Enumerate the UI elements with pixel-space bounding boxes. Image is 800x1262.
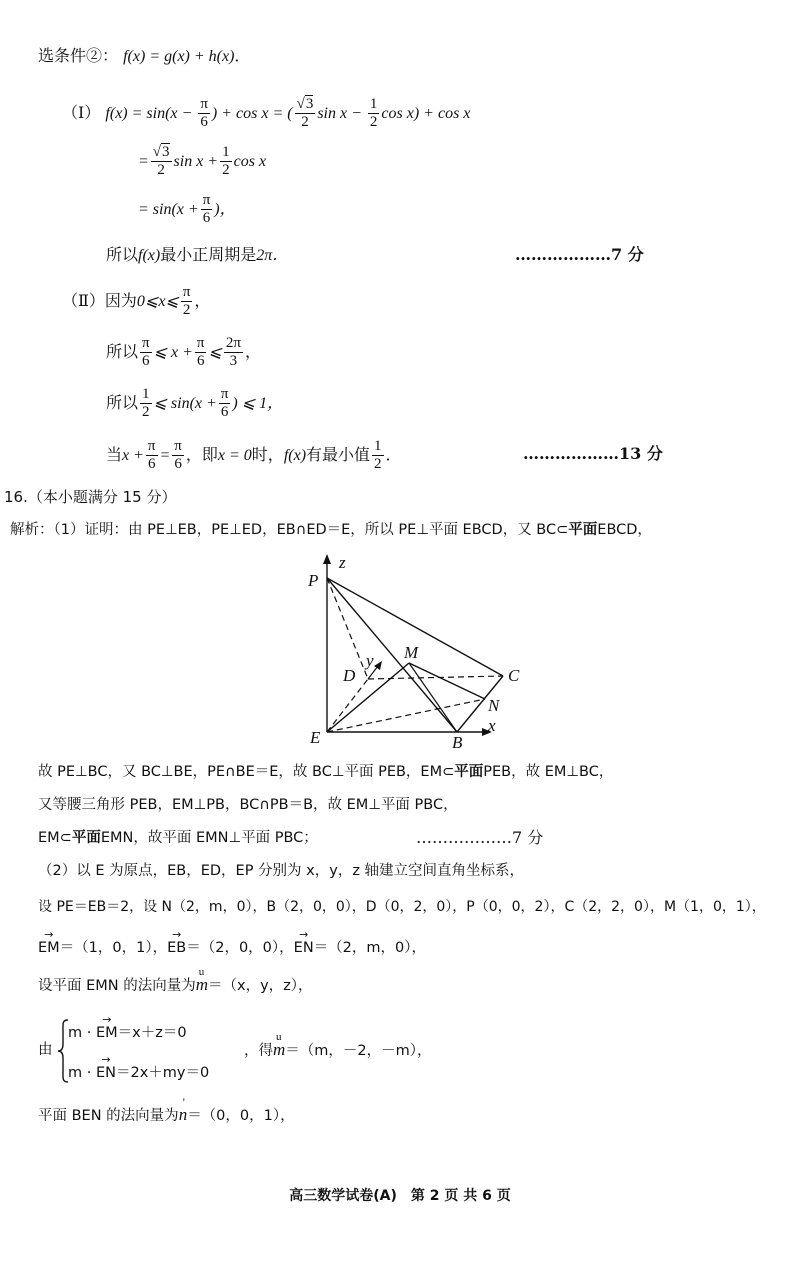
select-label: 选条件②： [38,46,119,65]
period-line: 所以f(x)最小正周期是2π． [106,245,289,264]
label-P: P [308,571,319,590]
vector-m: u m [196,975,208,995]
normal-vector-emn-line: 设平面 EMN 的法向量为u m＝（x，y，z）， [38,975,313,996]
normal-vector-ben-line: 平面 BEN 的法向量为' n＝（0，0，1）， [38,1105,295,1126]
score-7-part-i: ………………7 分 [515,245,644,264]
label-M: M [404,643,419,662]
part-ii-line-2: 所以 $\frac{\pi}{6}$ ⩽ x + $\frac{\pi}{6}$ ⩽ $\frac{2\pi}{3}$ ， [106,335,261,369]
select-formula: f(x) = g(x) + h(x) [123,48,235,65]
label-B: B [452,733,463,752]
q16-line-1: 解析：（1）证明：由 PE⊥EB，PE⊥ED，EB∩ED＝E，所以 PE⊥平面 EBCD，又 BC⊂平面EBCD， [10,522,652,538]
q16-line-4: EM⊂平面EMN，故平面 EMN⊥平面 PBC； [38,830,318,846]
q16-line-3: 又等腰三角形 PEB，EM⊥PB，BC∩PB＝B，故 EM⊥平面 PBC， [38,797,458,813]
fraction-sqrt3-over-2: $\frac{√3}{2}$ [296,96,314,130]
vector-EB: → EB [167,938,186,958]
select-condition-line: 选条件②： f(x) = g(x) + h(x)． [38,46,251,65]
z-axis-arrow [323,554,331,564]
part-ii-line-4: 当x + $\frac{\pi}{6}$ = $\frac{\pi}{6}$ ，即x = 0时，f(x)有最小值 $\frac{1}{2}$ ． [106,438,402,472]
part-i-equation-1: （Ⅰ） f(x) = sin(x − $\frac{\pi}{6}$ ) + cos x = ( $\frac{√3}{2}$ sin x − $\frac{1}{2}$ cos x) + cos x [62,96,471,130]
label-N: N [488,696,500,715]
edge-MN [409,663,485,699]
edge-MB [409,663,457,732]
edge-ED [327,679,368,732]
y-axis-arrow [374,661,382,670]
system-eq-1: m · → EM＝x＋z＝0 [68,1023,187,1043]
system-from: 由 [38,1042,53,1058]
q16-line-5: （2）以 E 为原点，EB，ED，EP 分别为 x，y，z 轴建立空间直角坐标系， [38,863,525,879]
edge-DC [368,676,503,679]
score-7-q16: ………………7 分 [416,828,544,847]
edge-EM [327,663,409,732]
part-i-equation-3: = sin(x + $\frac{\pi}{6}$ )， [138,192,236,226]
label-z: z [339,553,346,572]
pyramid-figure [296,550,536,755]
part-ii-label: （Ⅱ） [62,291,105,310]
fraction-pi-over-6: $\frac{\pi}{6}$ [200,96,208,130]
system-eq-2: m · → EN＝2x＋my＝0 [68,1063,209,1083]
q16-vectors-line: → EM＝（1，0，1），→ EB＝（2，0，0），→ EN＝（2，m，0）， [38,938,426,958]
label-y: y [366,651,374,670]
label-E: E [310,728,321,747]
part-ii-line-3: 所以 $\frac{1}{2}$ ⩽ sin(x + $\frac{\pi}{6}$ ) ⩽ 1， [106,386,284,420]
system-result: ，得u m＝（m，－2，－m）， [244,1040,432,1061]
part-i-equation-2: = $\frac{√3}{2}$ sin x + $\frac{1}{2}$ cos x [138,144,267,178]
page-footer: 高三数学试卷(A) 第 2 页 共 6 页 [289,1188,511,1204]
label-D: D [343,666,356,685]
vector-n: ' n [179,1105,188,1125]
part-ii-line-1: （Ⅱ）因为0⩽x⩽ $\frac{\pi}{2}$ ， [62,284,211,318]
q16-line-2: 故 PE⊥BC，又 BC⊥BE，PE∩BE＝E，故 BC⊥平面 PEB，EM⊂平面PEB，故 EM⊥BC， [38,764,614,780]
label-x: x [488,716,496,735]
part-i-label: （Ⅰ） [62,103,101,122]
vector-EN: → EN [294,938,314,958]
score-13-part-ii: ………………13 分 [523,444,663,463]
q16-heading: 16.（本小题满分 15 分） [4,488,177,506]
label-C: C [508,666,520,685]
fraction-1-over-2: $\frac{1}{2}$ [369,96,378,130]
q16-line-6: 设 PE＝EB＝2，设 N（2，m，0），B（2，0，0），D（0，2，0），P（0，0，2），C（2，2，0），M（1，0，1）， [38,899,766,915]
vector-EM: → EM [38,938,60,958]
edge-PD [327,578,368,679]
